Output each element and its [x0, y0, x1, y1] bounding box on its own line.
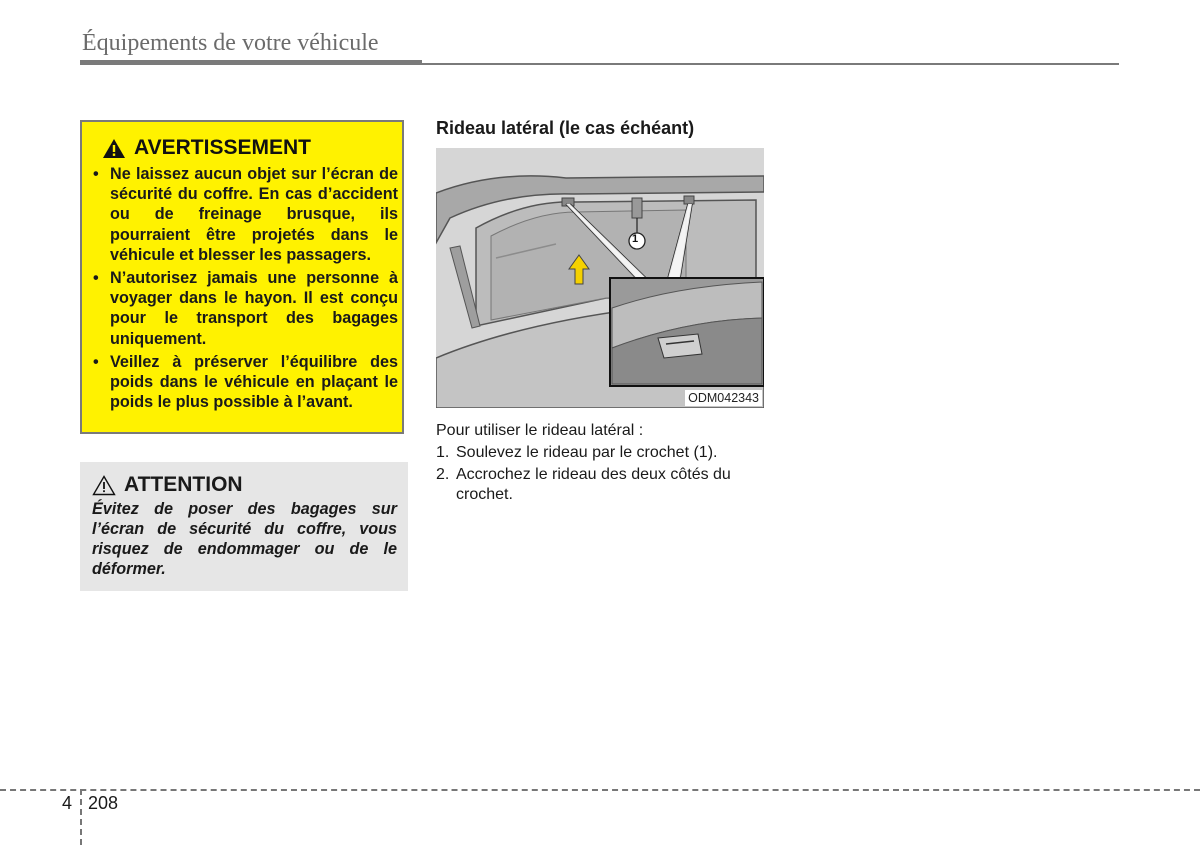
step-item [436, 443, 771, 463]
rear-side-curtain-illustration [436, 148, 764, 408]
step-text: Soulevez le rideau par le crochet (1). [456, 444, 718, 461]
footer-rule [0, 789, 1200, 791]
warning-item: • Veillez à préserver l’équilibre des poids dans le véhicule en plaçant le poids le plus possible à l’avant. [92, 352, 398, 413]
page-chapter: 4 [62, 793, 73, 813]
step-number: 2. [436, 466, 450, 483]
instructions-steps [436, 443, 771, 507]
header-rule-thin [422, 63, 1119, 65]
attention-text: Évitez de poser des bagages sur l’écran de sécurité du coffre, vous risquez de endommager ou de le déformer. [92, 500, 397, 578]
footer-vertical-rule [80, 789, 82, 845]
warning-triangle-icon [102, 138, 126, 159]
attention-heading [92, 473, 243, 497]
header-title: Équipements de votre véhicule [82, 30, 379, 56]
warning-list [92, 164, 398, 415]
warning-title: AVERTISSEMENT [134, 136, 311, 159]
warning-item: • Ne laissez aucun objet sur l’écran de sécurité du coffre. En cas d’accident ou de freinage brusque, ils pourraient être projetés dans le véhicule et blesser les passagers. [92, 164, 398, 265]
instructions-intro: Pour utiliser le rideau latéral : [436, 422, 644, 439]
figure-callout-number: 1 [632, 233, 639, 245]
figure-code: ODM042343 [685, 390, 762, 406]
warning-item: • N’autorisez jamais une personne à voyager dans le hayon. Il est conçu pour le transport des bagages uniquement. [92, 268, 398, 349]
warning-heading [102, 136, 311, 160]
attention-box [80, 462, 408, 591]
caution-triangle-icon [92, 475, 116, 496]
page-number: 208 [88, 793, 119, 813]
step-item [436, 465, 771, 505]
attention-title: ATTENTION [124, 473, 243, 496]
step-text: Accrochez le rideau des deux côtés du crochet. [456, 466, 731, 503]
section-heading: Rideau latéral (le cas échéant) [436, 118, 695, 138]
header-rule-thick [80, 60, 422, 65]
warning-box [80, 120, 404, 434]
step-number: 1. [436, 444, 450, 461]
rear-curtain-figure [436, 148, 764, 408]
